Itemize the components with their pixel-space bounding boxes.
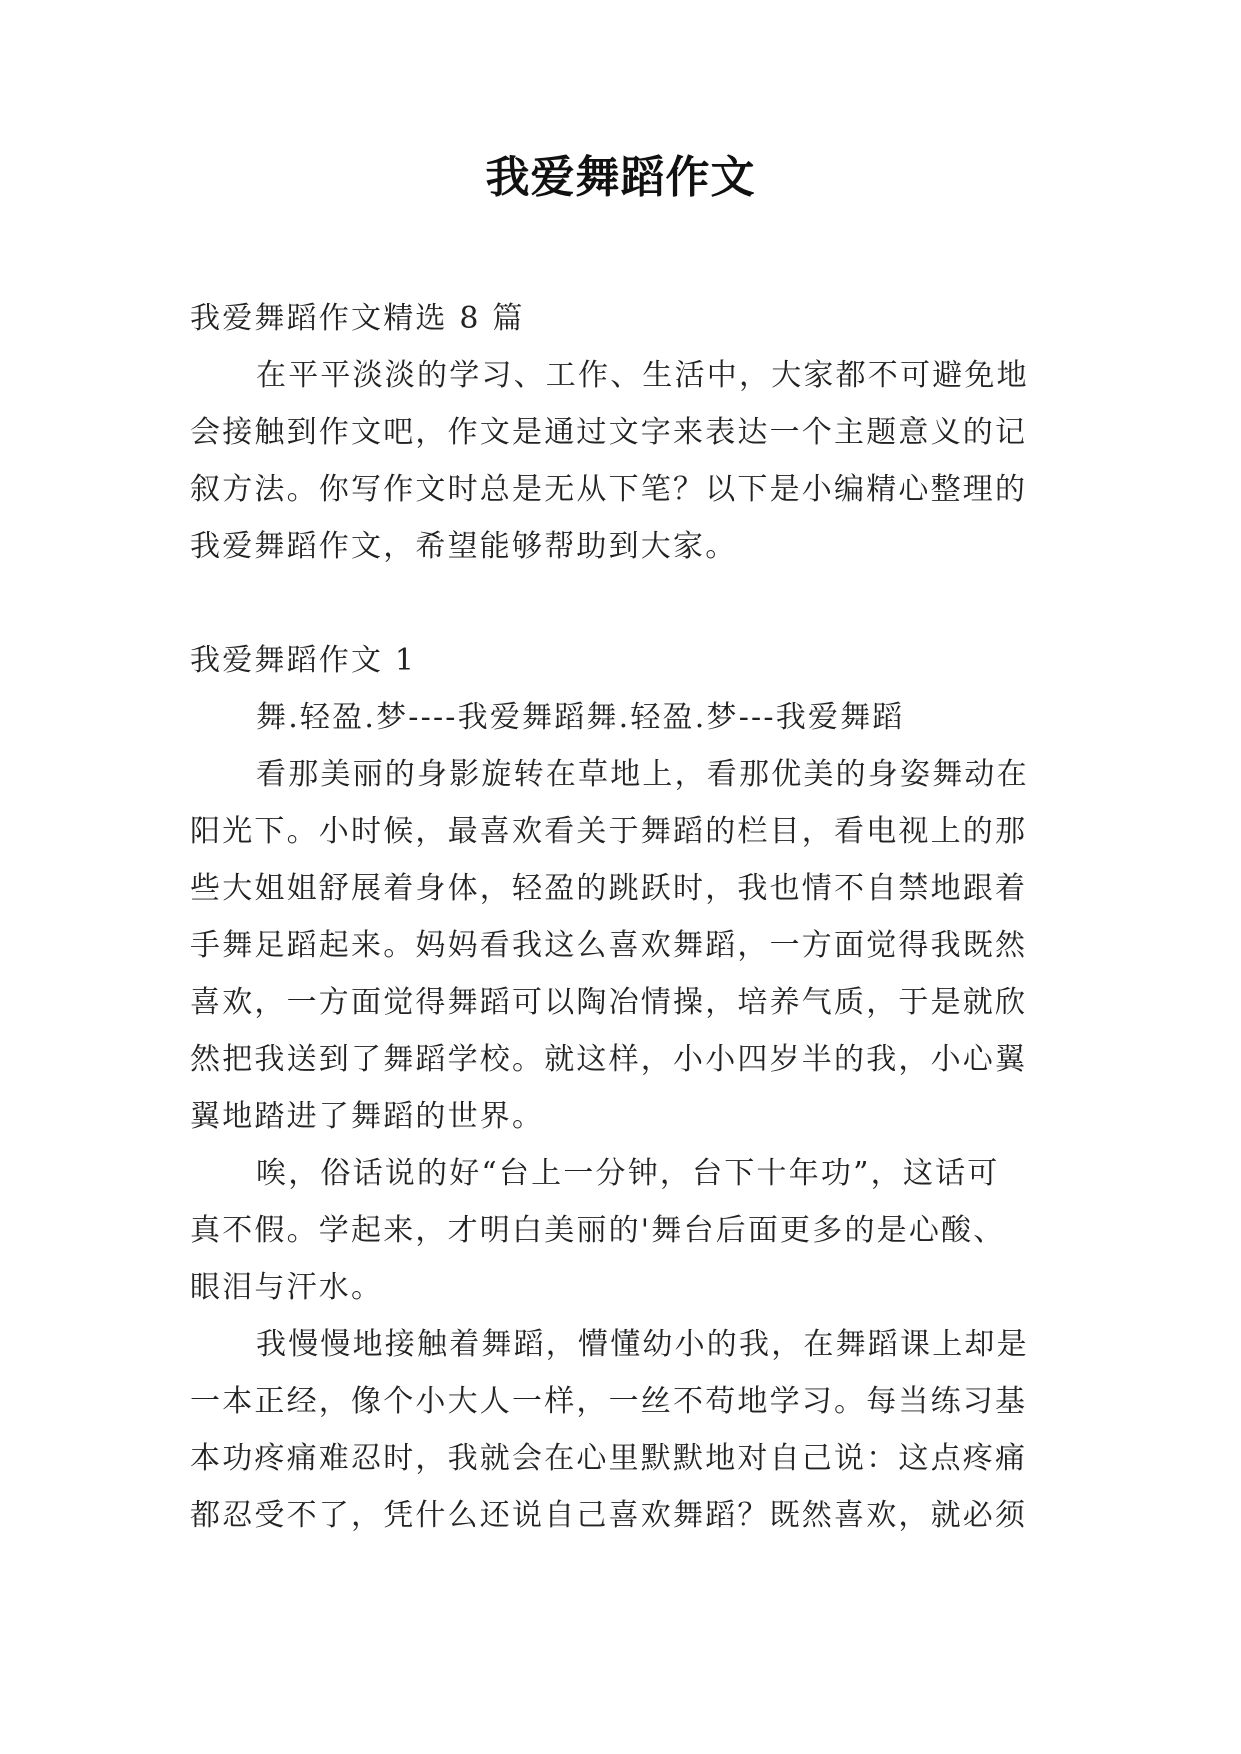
- paragraph-line: 本功疼痛难忍时，我就会在心里默默地对自己说：这点疼痛: [190, 1441, 1028, 1476]
- document-body: [190, 290, 1055, 1544]
- paragraph-line: 我慢慢地接触着舞蹈，懵懂幼小的我，在舞蹈课上却是: [256, 1327, 1029, 1362]
- intro-paragraph: [190, 347, 1055, 575]
- essay-paragraph-1: [190, 746, 1055, 1145]
- paragraph-line: 翼地踏进了舞蹈的世界。: [190, 1099, 545, 1134]
- paragraph-line: 手舞足蹈起来。妈妈看我这么喜欢舞蹈，一方面觉得我既然: [190, 928, 1028, 963]
- essay-paragraph-2: [190, 1145, 1055, 1316]
- paragraph-line: 都忍受不了，凭什么还说自己喜欢舞蹈？既然喜欢，就必须: [190, 1498, 1028, 1533]
- paragraph-line: 唉，俗话说的好“台上一分钟，台下十年功”，这话可: [256, 1156, 1000, 1191]
- paragraph-line: 会接触到作文吧，作文是通过文字来表达一个主题意义的记: [190, 415, 1028, 450]
- paragraph-line: 眼泪与汗水。: [190, 1270, 384, 1305]
- document-subtitle: 我爱舞蹈作文精选 8 篇: [190, 301, 525, 336]
- paragraph-line: 一本正经，像个小大人一样，一丝不苟地学习。每当练习基: [190, 1384, 1028, 1419]
- paragraph-line: 真不假。学起来，才明白美丽的'舞台后面更多的是心酸、: [190, 1213, 1006, 1248]
- document-title: 我爱舞蹈作文: [485, 152, 756, 203]
- paragraph-line: 些大姐姐舒展着身体，轻盈的跳跃时，我也情不自禁地跟着: [190, 871, 1028, 906]
- paragraph-line: 然把我送到了舞蹈学校。就这样，小小四岁半的我，小心翼: [190, 1042, 1028, 1077]
- paragraph-line: 我爱舞蹈作文，希望能够帮助到大家。: [190, 529, 738, 564]
- paragraph-line: 看那美丽的身影旋转在草地上，看那优美的身姿舞动在: [256, 757, 1029, 792]
- essay-paragraph-3: [190, 1316, 1055, 1544]
- essay-heading-line: 舞.轻盈.梦----我爱舞蹈舞.轻盈.梦---我爱舞蹈: [256, 700, 905, 735]
- paragraph-line: 在平平淡淡的学习、工作、生活中，大家都不可避免地: [256, 358, 1029, 393]
- paragraph-line: 喜欢，一方面觉得舞蹈可以陶冶情操，培养气质，于是就欣: [190, 985, 1028, 1020]
- paragraph-line: 阳光下。小时候，最喜欢看关于舞蹈的栏目，看电视上的那: [190, 814, 1028, 849]
- section-spacer: [190, 575, 1055, 632]
- section-heading: 我爱舞蹈作文 1: [190, 643, 417, 678]
- paragraph-line: 叙方法。你写作文时总是无从下笔？以下是小编精心整理的: [190, 472, 1028, 507]
